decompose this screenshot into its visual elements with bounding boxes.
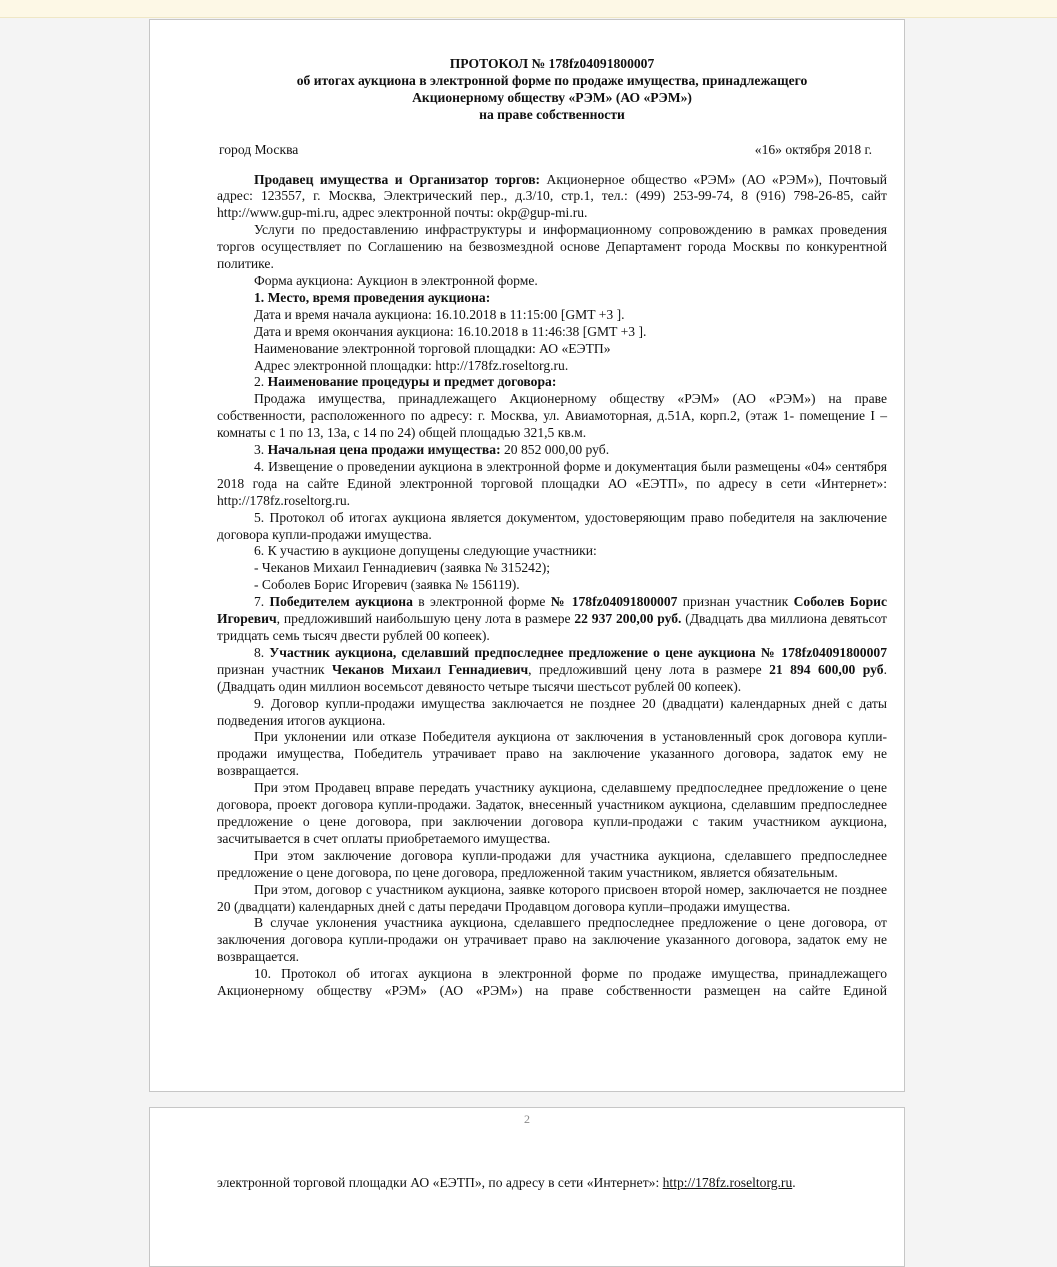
page-2-content	[217, 1175, 887, 1192]
section-10: 10. Протокол об итогах аукциона в электронной форме по продаже имущества, принадлежащего Акционерному обществу «РЭМ» (АО «РЭМ») на праве собственности размещен на сайте Единой	[217, 966, 887, 999]
section-9-p1: 9. Договор купли-продажи имущества заключается не позднее 20 (двадцати) календарных дней с даты подведения итогов аукциона.	[217, 695, 887, 728]
document-page-2	[149, 1107, 905, 1267]
seller-label: Продавец имущества и Организатор торгов:	[254, 171, 541, 187]
roseltorg-link[interactable]: http://178fz.roseltorg.ru	[662, 1175, 793, 1190]
section-9-p5: При этом, договор с участником аукциона, заявке которого присвоен второй номер, заключается не позднее 20 (двадцати) календарных дней с даты передачи Продавцом договора купли–продажи имущества.	[217, 881, 887, 914]
section-3-title: Начальная цена продажи имущества:	[267, 442, 501, 458]
page-2-paragraph	[217, 1175, 887, 1192]
section-8-text-1: признан участник	[217, 661, 332, 677]
auction-end: Дата и время окончания аукциона: 16.10.2018 в 11:46:38 [GMT +3 ].	[254, 323, 647, 339]
section-7-text-4: (Двадцать два миллиона девятьсот тридцать семь тысяч двести рублей 00 копеек).	[217, 611, 887, 643]
section-7-text-1: в электронной форме	[412, 594, 551, 610]
section-5: 5. Протокол об итогах аукциона является документом, удостоверяющим право победителя на заключение договора купли-продажи имущества.	[217, 509, 887, 542]
second-participant-name: Чеканов Михаил Геннадиевич	[331, 661, 529, 677]
page-2-tail: .	[792, 1175, 796, 1190]
section-1-title	[217, 290, 887, 307]
winner-name: Соболев Борис Игоревич	[217, 594, 887, 627]
date-text: «16» октября 2018 г.	[754, 141, 872, 157]
page-1-content	[217, 56, 887, 1000]
section-3-num: 3.	[254, 442, 268, 458]
section-2-text: Продажа имущества, принадлежащего Акционерному обществу «РЭМ» (АО «РЭМ») на праве собственности, расположенного по адресу: г. Москва, ул. Авиамоторная, д.51А, корп.2, (этаж 1- помещение I – комнаты с 1 по 13, 13а, с 14 по 24) общей площадью 321,5 кв.м.	[217, 391, 887, 441]
place-date-row	[217, 142, 887, 159]
section-3-price: 20 852 000,00 руб.	[500, 442, 610, 458]
section-2-num: 2.	[254, 374, 268, 390]
protocol-title	[217, 56, 887, 124]
participant-1: - Чеканов Михаил Геннадиевич (заявка № 315242);	[254, 560, 551, 576]
section-6-intro: 6. К участию в аукционе допущены следующие участники:	[254, 543, 597, 559]
section-9-p4: При этом заключение договора купли-продажи для участника аукциона, сделавшего предпоследнее предложение о цене договора, по цене договора, предложенной таким участником, является обязательным.	[217, 847, 887, 880]
notification-bar	[0, 0, 1057, 18]
seller-text: Акционерное общество «РЭМ» (АО «РЭМ»), Почтовый адрес: 123557, г. Москва, Электрический пер., д.3/10, стр.1, тел.: (499) 253-99-74, 8 (916) 798-26-85, сайт http://www.gup-mi.ru, адрес электронной почты: okp@gup-mi.ru.	[217, 171, 887, 221]
section-8-text-3: . (Двадцать один миллион восемьсот девяносто четыре тысячи шестьсот рублей 00 копеек).	[217, 661, 887, 694]
section-9-p2: При уклонении или отказе Победителя аукциона от заключения в установленный срок договора купли-продажи имущества, Победитель утрачивает право на заключение указанного договора, задаток ему не возвращается.	[217, 729, 887, 779]
section-8	[217, 645, 887, 696]
services-paragraph: Услуги по предоставлению инфраструктуры и информационному сопровождению в рамках проведения торгов осуществляет по Соглашению на безвозмездной основе Департамент города Москвы по конкурентной политике.	[217, 222, 887, 272]
section-1-title-text: 1. Место, время проведения аукциона:	[254, 289, 491, 305]
page-number: 2	[524, 1112, 530, 1126]
title-line-4: на праве собственности	[479, 106, 625, 122]
place-text: город Москва	[219, 141, 299, 157]
platform-name: Наименование электронной торговой площадки: АО «ЕЭТП»	[254, 340, 611, 356]
title-line-2: об итогах аукциона в электронной форме по продаже имущества, принадлежащего	[296, 72, 808, 88]
section-8-num: 8.	[254, 644, 270, 660]
page-2-text: электронной торговой площадки АО «ЕЭТП», по адресу в сети «Интернет»:	[217, 1175, 663, 1190]
participant-2: - Соболев Борис Игоревич (заявка № 156119).	[254, 577, 520, 593]
section-4: 4. Извещение о проведении аукциона в электронной форме и документация были размещены «04» сентября 2018 года на сайте Единой электронной торговой площадки АО «ЕЭТП», по адресу в сети «Интернет»: http://178fz.roseltorg.ru.	[217, 458, 887, 508]
auction-start: Дата и время начала аукциона: 16.10.2018 в 11:15:00 [GMT +3 ].	[254, 306, 625, 322]
protocol-number: № 178fz04091800007	[550, 594, 678, 610]
section-9-p3: При этом Продавец вправе передать участнику аукциона, сделавшему предпоследнее предложение о цене договора, проект договора купли-продажи. Задаток, внесенный участником аукциона, сделавшим предпоследнее предложение о цене договора, при заключении договора купли-продажи с таким участником аукциона, засчитывается в счет оплаты приобретаемого имущества.	[217, 780, 887, 846]
title-line-3: Акционерному обществу «РЭМ» (АО «РЭМ»)	[412, 89, 692, 105]
section-7-text-3: , предложивший наибольшую цену лота в размере	[276, 611, 575, 627]
document-page-1	[149, 19, 905, 1092]
auction-form: Форма аукциона: Аукцион в электронной форме.	[254, 272, 538, 288]
section-7-text-2: признан участник	[677, 594, 794, 610]
section-3	[217, 442, 887, 459]
section-9-p6: В случае уклонения участника аукциона, сделавшего предпоследнее предложение о цене договора, от заключения договора купли-продажи он утрачивает право на заключение указанного договора, задаток ему не возвращается.	[217, 915, 887, 965]
second-participant-label: Участник аукциона, сделавший предпоследнее предложение о цене аукциона № 178fz04091800007	[269, 644, 887, 660]
section-2-title-text: Наименование процедуры и предмет договора:	[267, 374, 557, 390]
section-7-num: 7.	[254, 594, 270, 610]
winner-price: 22 937 200,00 руб.	[574, 611, 682, 627]
section-8-text-2: , предложивший цену лота в размере	[528, 661, 770, 677]
section-7	[217, 594, 887, 645]
second-participant-price: 21 894 600,00 руб	[769, 661, 884, 677]
section-2-title	[217, 374, 887, 391]
winner-label: Победителем аукциона	[269, 594, 413, 610]
title-line-1: ПРОТОКОЛ № 178fz04091800007	[449, 56, 655, 71]
seller-paragraph	[217, 172, 887, 223]
platform-address: Адрес электронной площадки: http://178fz.roseltorg.ru.	[254, 357, 569, 373]
